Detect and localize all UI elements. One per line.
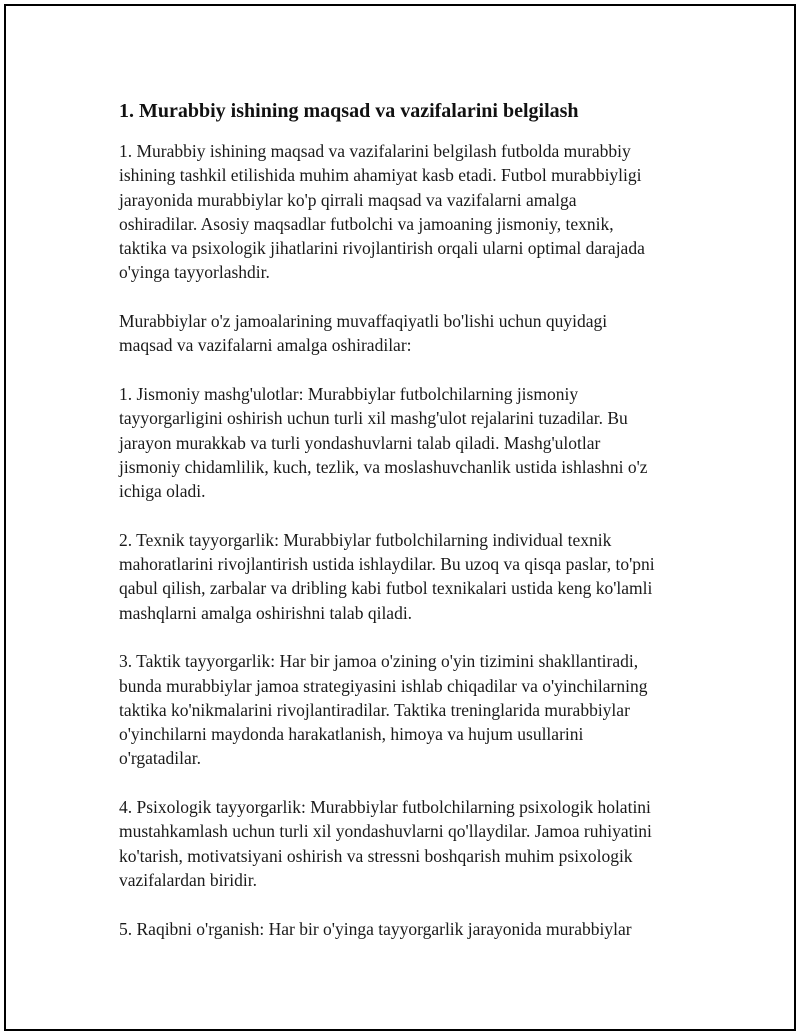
text-line: Murabbiylar o'z jamoalarining muvaffaqiyatli bo'lishi uchun quyidagi <box>119 311 608 332</box>
text-line: ishining tashkil etilishida muhim ahamiyat kasb etadi. Futbol murabbiyligi <box>119 165 642 186</box>
paragraph-physical-training <box>119 382 699 503</box>
text-line: oshiradilar. Asosiy maqsadlar futbolchi va jamoaning jismoniy, texnik, <box>119 213 614 234</box>
text-line: jarayon murakkab va turli yondashuvlarni talab qiladi. Mashg'ulotlar <box>119 432 601 453</box>
text-line: 1. Jismoniy mashg'ulotlar: Murabbiylar futbolchilarning jismoniy <box>119 383 579 404</box>
text-line: ichiga oladi. <box>119 481 206 502</box>
text-line: vazifalardan biridir. <box>119 869 257 890</box>
text-line: 3. Taktik tayyorgarlik: Har bir jamoa o'zining o'yin tizimini shakllantiradi, <box>119 651 639 672</box>
text-line: ko'tarish, motivatsiyani oshirish va stressni boshqarish muhim psixologik <box>119 845 633 866</box>
text-line: o'rgatadilar. <box>119 748 202 769</box>
document-title: 1. Murabbiy ishining maqsad va vazifalarini belgilash <box>119 100 579 122</box>
text-line: o'yinga tayyorlashdir. <box>119 262 270 283</box>
text-line: qabul qilish, zarbalar va dribling kabi futbol texnikalari ustida keng ko'lamli <box>119 578 653 599</box>
paragraph-intro <box>119 139 699 285</box>
text-line: maqsad va vazifalarni amalga oshiradilar: <box>119 335 412 356</box>
paragraph-opponent-study <box>119 917 699 941</box>
text-line: taktika ko'nikmalarini rivojlantiradilar. Taktika treninglarida murabbiylar <box>119 699 630 720</box>
text-line: jismoniy chidamlilik, kuch, tezlik, va moslashuvchanlik ustida ishlashni o'z <box>119 456 648 477</box>
text-line: jarayonida murabbiylar ko'p qirrali maqsad va vazifalarni amalga <box>119 189 577 210</box>
text-line: taktika va psixologik jihatlarini rivojlantirish orqali ularni optimal darajada <box>119 238 645 259</box>
text-line: bunda murabbiylar jamoa strategiyasini ishlab chiqadilar va o'yinchilarning <box>119 675 648 696</box>
paragraph-psychological-training <box>119 795 699 892</box>
text-line: o'yinchilarni maydonda harakatlanish, himoya va hujum usullarini <box>119 724 584 745</box>
text-line: 1. Murabbiy ishining maqsad va vazifalarini belgilash futbolda murabbiy <box>119 141 631 161</box>
paragraph-tactical-training <box>119 649 699 770</box>
text-line: mashqlarni amalga oshirishni talab qiladi. <box>119 602 413 623</box>
document-body <box>119 97 699 965</box>
text-line: tayyorgarligini oshirish uchun turli xil mashg'ulot rejalarini tuzadilar. Bu <box>119 408 628 429</box>
page-frame <box>4 4 796 1031</box>
text-line: 2. Texnik tayyorgarlik: Murabbiylar futbolchilarning individual texnik <box>119 529 612 550</box>
paragraph-lead-in <box>119 309 699 358</box>
paragraph-technical-training <box>119 528 699 625</box>
text-line: mahoratlarini rivojlantirish ustida ishlaydilar. Bu uzoq va qisqa paslar, to'pni <box>119 554 655 575</box>
text-line: mustahkamlash uchun turli xil yondashuvlarni qo'llaydilar. Jamoa ruhiyatini <box>119 821 652 842</box>
text-line: 5. Raqibni o'rganish: Har bir o'yinga tayyorgarlik jarayonida murabbiylar <box>119 918 632 939</box>
text-line: 4. Psixologik tayyorgarlik: Murabbiylar futbolchilarning psixologik holatini <box>119 797 651 818</box>
